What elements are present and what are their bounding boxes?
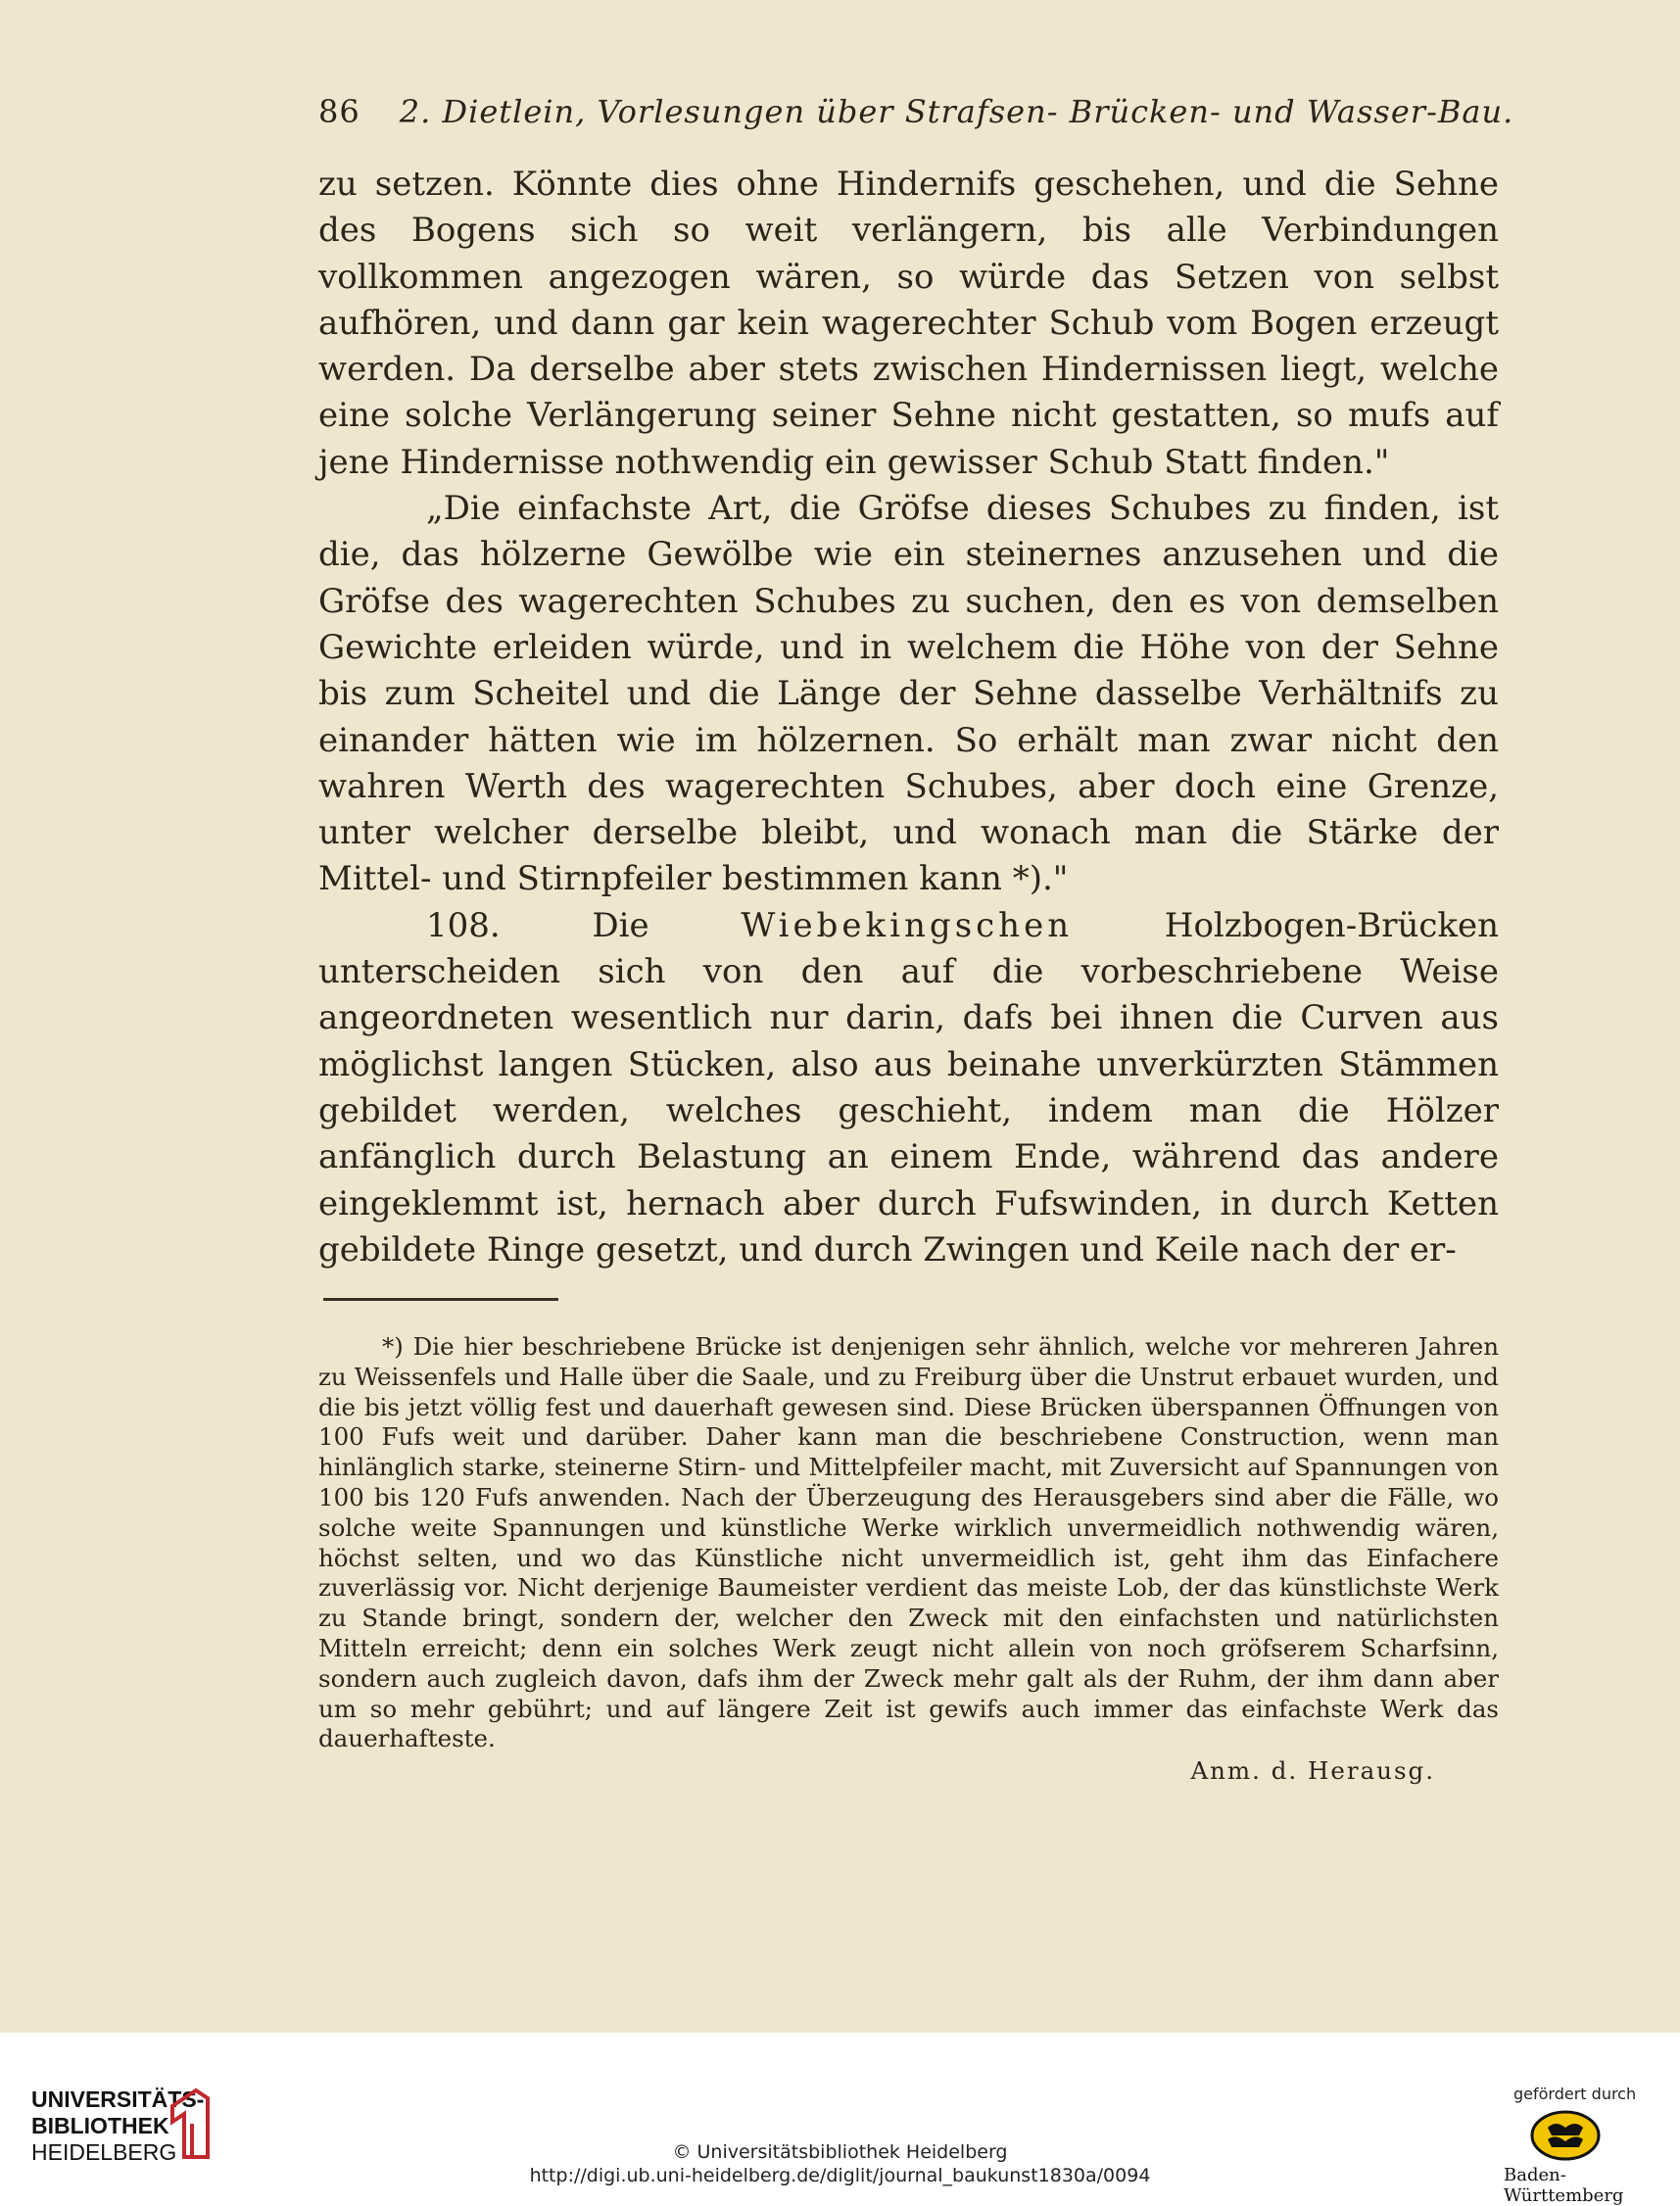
running-header — [318, 93, 1514, 130]
footnote-rule — [323, 1298, 558, 1301]
library-name-line3: HEIDELBERG — [31, 2139, 177, 2165]
main-text — [318, 162, 1499, 1273]
spaced-name: Wiebekingschen — [741, 905, 1074, 945]
funded-by-label: gefördert durch — [1513, 2085, 1637, 2103]
paragraph-1: zu setzen. Könnte dies ohne Hindernifs geschehen, und die Sehne des Bogens sich so weit verlängern, bis alle Verbindungen vollkommen angezogen wären, so würde das Setzen von selbst aufhören, und dann gar kein wagerechter Schub vom Bogen erzeugt werden. Da derselbe aber stets zwischen Hindernissen liegt, welche eine solche Verlängerung seiner Sehne nicht gestatten, so mufs auf jene Hindernisse nothwendig ein gewisser Schub Statt finden." — [318, 165, 1499, 482]
baden-wuerttemberg-crest-icon — [1526, 2106, 1605, 2163]
section-number: 108. Die — [426, 905, 649, 945]
footnote-signature: Anm. d. Herausg. — [1190, 1756, 1435, 1786]
footnote-text: *) Die hier beschriebene Brücke ist denjenigen sehr ähnlich, welche vor mehreren Jahren zu Weissenfels und Halle über die Saale, und zu Freiburg über die Unstrut erbauet wurden, und die bis jetzt völlig fest und dauerhaft gewesen sind. Diese Brücken überspannen Öffnungen von 100 Fufs weit und darüber. Daher kann man die beschriebene Construction, wenn man hinlänglich starke, steinerne Stirn- und Mittelpfeiler macht, mit Zuversicht auf Spannungen von 100 bis 120 Fufs anwenden. Nach der Überzeugung des Herausgebers sind aber die Fälle, wo solche weite Spannungen und künstliche Werke wirklich unvermeidlich nothwendig wären, höchst selten, und wo das Künstliche nicht unvermeidlich ist, geht ihm das Einfachere zuverlässig vor. Nicht derjenige Baumeister verdient das meiste Lob, der das künstlichste Werk zu Stande bringt, sondern der, welcher den Zweck mit den einfachsten und natürlichsten Mitteln erreicht; denn ein solches Werk zeugt nicht allein von noch gröfserem Scharfsinn, sondern auch zugleich davon, dafs ihm der Zweck mehr galt als der Ruhm, der ihm dann aber um so mehr gebührt; und auf längere Zeit ist gewifs auch immer das einfachste Werk das dauerhafteste. — [318, 1332, 1499, 1753]
copyright-notice — [0, 2140, 1680, 2187]
library-name-line2: BIBLIOTHEK — [31, 2113, 169, 2138]
paragraph-3 — [318, 903, 1499, 1273]
funder-name: Baden-Württemberg — [1504, 2165, 1624, 2206]
copyright-text: © Universitätsbibliothek Heidelberg — [672, 2141, 1008, 2163]
permalink[interactable]: http://digi.ub.uni-heidelberg.de/diglit/journal_baukunst1830a/0094 — [529, 2165, 1151, 2186]
library-name-line1: UNIVERSITÄTS- — [31, 2086, 205, 2112]
paragraph-2: „Die einfachste Art, die Gröfse dieses Schubes zu finden, ist die, das hölzerne Gewölbe wie ein steinernes anzusehen und die Gröfse des wagerechten Schubes zu suchen, den es von demselben Gewichte erleiden würde, und in welchem die Höhe von der Sehne bis zum Scheitel und die Länge der Sehne dasselbe Verhältnifs zu einander hätten wie im hölzernen. So erhält man zwar nicht den wahren Werth des wagerechten Schubes, aber doch eine Grenze, unter welcher derselbe bleibt, und wonach man die Stärke der Mittel- und Stirnpfeiler bestimmen kann *)." — [318, 489, 1499, 899]
paragraph-3-text: Holzbogen-Brücken unterscheiden sich von den auf die vorbeschriebene Weise angeordneten wesentlich nur darin, dafs bei ihnen die Curven aus möglichst langen Stücken, also aus beinahe unverkürzten Stämmen gebildet werden, welches geschieht, indem man die Hölzer anfänglich durch Belastung an einem Ende, während das andere eingeklemmt ist, hernach aber durch Fufswinden, in durch Ketten gebildete Ringe gesetzt, und durch Zwingen und Keile nach der er- — [318, 905, 1500, 1270]
page-number: 86 — [318, 93, 360, 130]
footnote — [318, 1332, 1499, 1787]
running-title: 2. Dietlein, Vorlesungen über Strafsen- Brücken- und Wasser-Bau. — [399, 93, 1514, 130]
